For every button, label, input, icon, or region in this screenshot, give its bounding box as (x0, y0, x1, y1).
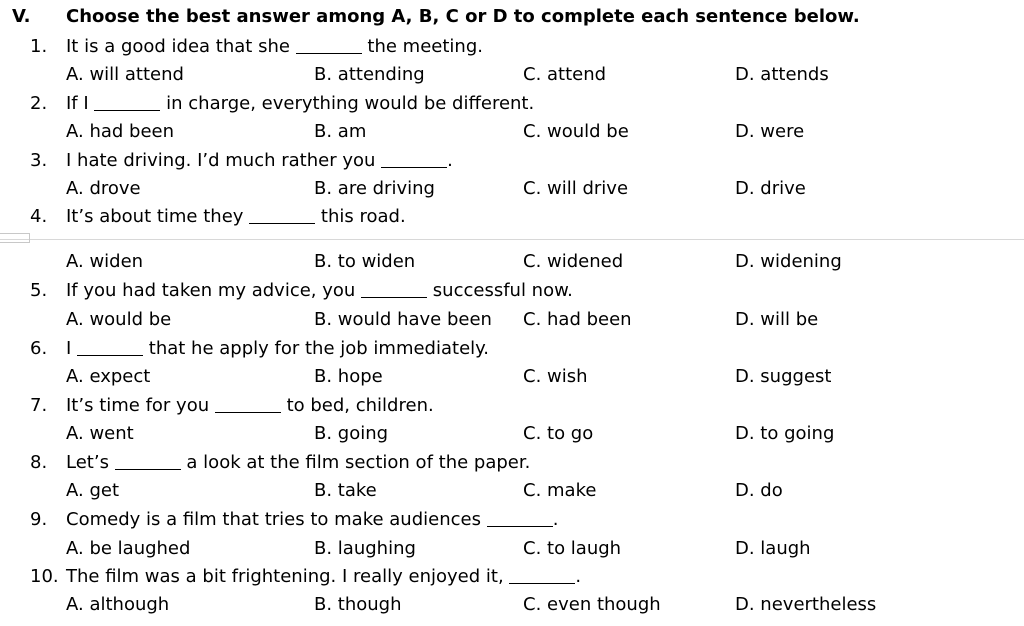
question-number: 10. (30, 566, 59, 587)
option-c: C. to go (523, 423, 594, 444)
question-stem (66, 147, 453, 175)
option-d: D. suggest (735, 366, 832, 387)
question-number: 8. (30, 452, 48, 473)
option-b: B. hope (314, 366, 383, 387)
option-b: B. though (314, 594, 402, 615)
page-break-line (0, 239, 1024, 240)
option-b: B. attending (314, 64, 425, 85)
option-b: B. going (314, 423, 389, 444)
option-b: B. take (314, 480, 377, 501)
stem-before: I hate driving. I’d much rather you (66, 150, 376, 171)
option-d: D. will be (735, 309, 819, 330)
options-7 (0, 420, 1024, 448)
answer-blank (381, 149, 447, 168)
option-c: C. had been (523, 309, 632, 330)
stem-after: a look at the film section of the paper. (186, 452, 531, 473)
question-stem (66, 563, 581, 591)
question-stem (66, 449, 530, 477)
option-c: C. attend (523, 64, 607, 85)
option-a: A. although (66, 594, 170, 615)
option-d: D. do (735, 480, 783, 501)
option-c: C. will drive (523, 178, 629, 199)
option-a: A. widen (66, 251, 144, 272)
option-a: A. will attend (66, 64, 184, 85)
section-instruction: Choose the best answer among A, B, C or D to complete each sentence below. (66, 6, 860, 27)
question-5 (0, 277, 1024, 305)
stem-before: Let’s (66, 452, 109, 473)
option-b: B. would have been (314, 309, 492, 330)
option-c: C. make (523, 480, 597, 501)
question-9 (0, 506, 1024, 534)
question-number: 1. (30, 36, 48, 57)
option-a: A. drove (66, 178, 141, 199)
question-3 (0, 147, 1024, 175)
question-1 (0, 33, 1024, 61)
answer-blank (249, 205, 315, 224)
option-c: C. would be (523, 121, 629, 142)
option-c: C. even though (523, 594, 661, 615)
question-stem (66, 392, 434, 420)
answer-blank (509, 565, 575, 584)
stem-after: the meeting. (367, 36, 483, 57)
option-b: B. laughing (314, 538, 416, 559)
page-break-marker (0, 233, 30, 243)
answer-blank (296, 35, 362, 54)
option-b: B. to widen (314, 251, 416, 272)
stem-before: If I (66, 93, 89, 114)
question-number: 2. (30, 93, 48, 114)
option-c: C. to laugh (523, 538, 622, 559)
stem-before: It’s time for you (66, 395, 210, 416)
stem-after: successful now. (432, 280, 573, 301)
question-stem (66, 506, 558, 534)
question-stem (66, 33, 483, 61)
option-a: A. get (66, 480, 119, 501)
question-number: 9. (30, 509, 48, 530)
option-d: D. laugh (735, 538, 811, 559)
question-number: 6. (30, 338, 48, 359)
options-9 (0, 535, 1024, 563)
question-number: 3. (30, 150, 48, 171)
option-b: B. are driving (314, 178, 435, 199)
option-c: C. widened (523, 251, 624, 272)
option-a: A. had been (66, 121, 175, 142)
option-b: B. am (314, 121, 367, 142)
answer-blank (115, 451, 181, 470)
answer-blank (215, 394, 281, 413)
option-d: D. were (735, 121, 805, 142)
options-2 (0, 118, 1024, 146)
options-1 (0, 61, 1024, 89)
section-number: V. (12, 6, 31, 27)
options-6 (0, 363, 1024, 391)
option-a: A. be laughed (66, 538, 191, 559)
question-8 (0, 449, 1024, 477)
stem-after: that he apply for the job immediately. (148, 338, 489, 359)
stem-before: It’s about time they (66, 206, 244, 227)
stem-before: Comedy is a film that tries to make audiences (66, 509, 481, 530)
answer-blank (361, 279, 427, 298)
option-a: A. went (66, 423, 134, 444)
options-8 (0, 477, 1024, 505)
stem-after: . (447, 150, 453, 171)
option-c: C. wish (523, 366, 588, 387)
option-d: D. to going (735, 423, 835, 444)
answer-blank (77, 337, 143, 356)
stem-before: The film was a bit frightening. I really enjoyed it, (66, 566, 504, 587)
question-number: 7. (30, 395, 48, 416)
option-a: A. expect (66, 366, 151, 387)
question-number: 4. (30, 206, 48, 227)
question-6 (0, 335, 1024, 363)
stem-after: this road. (320, 206, 406, 227)
question-stem (66, 277, 573, 305)
question-stem (66, 335, 489, 363)
option-a: A. would be (66, 309, 172, 330)
stem-before: I (66, 338, 72, 359)
option-d: D. nevertheless (735, 594, 877, 615)
stem-after: in charge, everything would be different. (166, 93, 535, 114)
stem-after: . (575, 566, 582, 587)
answer-blank (487, 508, 553, 527)
section-heading (12, 4, 860, 30)
question-7 (0, 392, 1024, 420)
stem-after: to bed, children. (286, 395, 434, 416)
question-10 (0, 563, 1024, 591)
options-3 (0, 175, 1024, 203)
option-d: D. attends (735, 64, 829, 85)
question-number: 5. (30, 280, 48, 301)
question-2 (0, 90, 1024, 118)
question-stem (66, 90, 534, 118)
question-4 (0, 203, 1024, 231)
stem-after: . (552, 509, 559, 530)
option-d: D. drive (735, 178, 806, 199)
stem-before: If you had taken my advice, you (66, 280, 356, 301)
options-4 (0, 248, 1024, 276)
options-10 (0, 591, 1024, 619)
option-d: D. widening (735, 251, 842, 272)
question-stem (66, 203, 406, 231)
answer-blank (94, 92, 160, 111)
stem-before: It is a good idea that she (66, 36, 290, 57)
options-5 (0, 306, 1024, 334)
